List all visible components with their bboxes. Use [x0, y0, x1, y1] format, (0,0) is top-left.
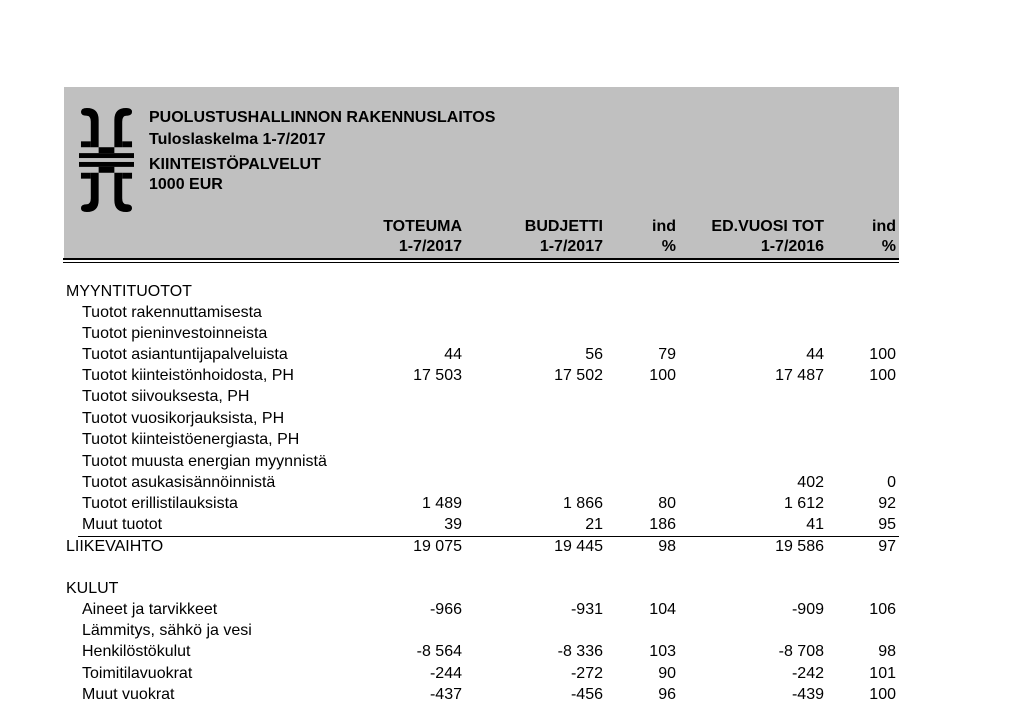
table-row: [0, 386, 1024, 407]
row-value: 1 489: [421, 495, 462, 512]
unit-name: KIINTEISTÖPALVELUT: [149, 156, 321, 173]
row-label: MYYNTITUOTOT: [66, 283, 192, 300]
column-header-ed-vuosi: ED.VUOSI TOT 1-7/2016: [711, 218, 824, 255]
table-row: [0, 281, 1024, 302]
row-value: 79: [658, 346, 676, 363]
report-header: [64, 87, 899, 259]
table-row: [0, 451, 1024, 472]
row-value: 19 445: [554, 538, 603, 555]
row-value: 19 075: [413, 538, 462, 555]
row-value: 100: [649, 367, 676, 384]
row-label: Tuotot siivouksesta, PH: [82, 388, 250, 405]
table-row: [0, 620, 1024, 641]
row-value: -931: [570, 601, 603, 618]
row-value: 101: [869, 665, 896, 682]
column-header-ind-2: ind %: [872, 218, 896, 255]
column-header-toteuma: TOTEUMA 1-7/2017: [383, 218, 462, 255]
table-row: [0, 344, 1024, 365]
org-name: PUOLUSTUSHALLINNON RAKENNUSLAITOS: [149, 109, 496, 126]
row-label: Tuotot kiinteistöenergiasta, PH: [82, 431, 300, 448]
row-value: 100: [869, 686, 896, 703]
row-label: KULUT: [66, 580, 119, 597]
table-row: [0, 514, 1024, 535]
row-value: 96: [658, 686, 676, 703]
row-value: 39: [444, 516, 462, 533]
subtotal-rule: [78, 536, 899, 537]
row-label: Muut tuotot: [82, 516, 163, 533]
row-value: -8 708: [778, 643, 824, 660]
row-value: 92: [878, 495, 896, 512]
currency-label: 1000 EUR: [149, 176, 223, 193]
row-label: Tuotot vuosikorjauksista, PH: [82, 410, 285, 427]
row-value: 97: [878, 538, 896, 555]
row-label: Tuotot rakennuttamisesta: [82, 304, 262, 321]
row-value: 100: [869, 346, 896, 363]
header-divider: [63, 258, 899, 260]
row-value: -244: [429, 665, 462, 682]
table-row: [0, 578, 1024, 599]
row-value: -8 564: [416, 643, 462, 660]
table-row: [0, 684, 1024, 705]
row-label: Toimitilavuokrat: [82, 665, 193, 682]
table-row: [0, 472, 1024, 493]
row-value: 98: [658, 538, 676, 555]
table-row: [0, 536, 1024, 557]
row-value: -966: [429, 601, 462, 618]
table-row: [0, 323, 1024, 344]
table-row: [0, 557, 1024, 578]
row-label: Lämmitys, sähkö ja vesi: [82, 622, 252, 639]
table-row: [0, 429, 1024, 450]
row-value: 19 586: [775, 538, 824, 555]
row-value: -909: [791, 601, 824, 618]
row-value: -8 336: [557, 643, 603, 660]
row-label: Henkilöstökulut: [82, 643, 191, 660]
row-value: 41: [806, 516, 824, 533]
table-row: [0, 408, 1024, 429]
row-label: Aineet ja tarvikkeet: [82, 601, 218, 618]
column-header-ind-1: ind %: [652, 218, 676, 255]
report-title: Tuloslaskelma 1-7/2017: [149, 131, 326, 148]
row-value: 17 503: [413, 367, 462, 384]
row-value: -242: [791, 665, 824, 682]
row-label: Tuotot asukasisännöinnistä: [82, 474, 276, 491]
row-value: -437: [429, 686, 462, 703]
table-row: [0, 663, 1024, 684]
row-value: -439: [791, 686, 824, 703]
row-value: -272: [570, 665, 603, 682]
row-label: Muut vuokrat: [82, 686, 175, 703]
row-value: 98: [878, 643, 896, 660]
row-value: 402: [797, 474, 824, 491]
row-label: Tuotot kiinteistönhoidosta, PH: [82, 367, 294, 384]
row-value: 90: [658, 665, 676, 682]
organization-logo: [79, 107, 134, 213]
table-row: [0, 365, 1024, 386]
row-label: Tuotot erillistilauksista: [82, 495, 238, 512]
header-divider-thin: [63, 262, 899, 263]
row-value: 21: [585, 516, 603, 533]
row-value: 186: [649, 516, 676, 533]
row-value: 80: [658, 495, 676, 512]
row-value: 17 502: [554, 367, 603, 384]
row-label: Tuotot pieninvestoinneista: [82, 325, 268, 342]
row-value: 0: [887, 474, 896, 491]
row-value: 44: [806, 346, 824, 363]
row-value: 95: [878, 516, 896, 533]
row-value: 104: [649, 601, 676, 618]
table-row: [0, 599, 1024, 620]
row-value: 100: [869, 367, 896, 384]
row-label: Tuotot asiantuntijapalveluista: [82, 346, 288, 363]
row-label: LIIKEVAIHTO: [66, 538, 164, 555]
row-value: -456: [570, 686, 603, 703]
row-value: 56: [585, 346, 603, 363]
row-label: Tuotot muusta energian myynnistä: [82, 453, 327, 470]
table-row: [0, 302, 1024, 323]
row-value: 1 612: [783, 495, 824, 512]
table-row: [0, 493, 1024, 514]
row-value: 106: [869, 601, 896, 618]
row-value: 44: [444, 346, 462, 363]
row-value: 17 487: [775, 367, 824, 384]
table-row: [0, 641, 1024, 662]
row-value: 103: [649, 643, 676, 660]
row-value: 1 866: [562, 495, 603, 512]
column-header-budjetti: BUDJETTI 1-7/2017: [524, 218, 603, 255]
